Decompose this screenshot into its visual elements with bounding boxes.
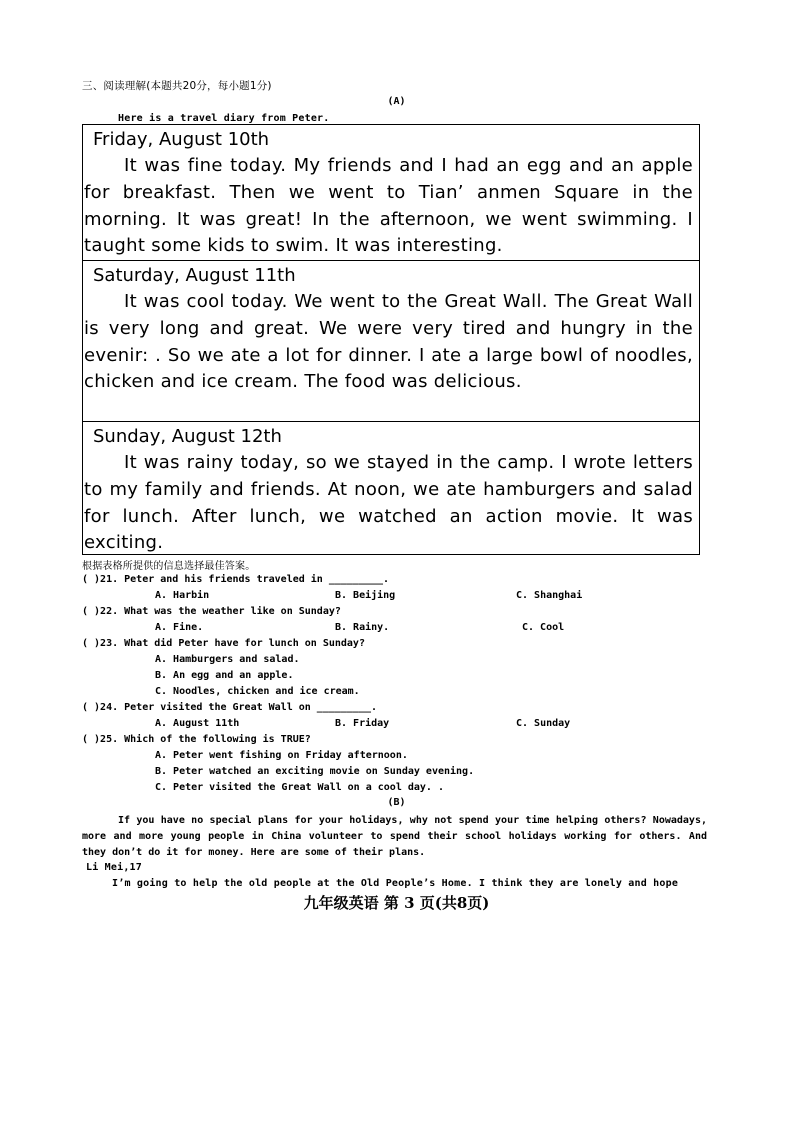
passage-b-label: (B) <box>387 797 406 808</box>
question-22: ( )22. What was the weather like on Sunday? <box>82 606 341 617</box>
diary-table <box>82 124 700 555</box>
question-23: ( )23. What did Peter have for lunch on Sunday? <box>82 638 365 649</box>
question-24: ( )24. Peter visited the Great Wall on _________. <box>82 702 378 713</box>
option-22a: A. Fine. <box>155 622 204 633</box>
option-23a: A. Hamburgers and salad. <box>155 654 300 665</box>
diary-date: Saturday, August 11th <box>93 265 296 286</box>
diary-text: It was rainy today, so we stayed in the camp. I wrote letters to my family and friends. At noon, we ate hamburgers and salad for lunch. After lunch, we watched an action movie. It was exciting. <box>84 452 693 554</box>
diary-date: Friday, August 10th <box>93 129 270 150</box>
option-22c: C. Cool <box>522 622 565 633</box>
option-22b: B. Rainy. <box>335 622 390 633</box>
person-statement: I’m going to help the old people at the Old People’s Home. I think they are lonely and hope <box>112 878 679 889</box>
diary-entry-sunday <box>83 422 699 554</box>
passage-b-paragraph: If you have no special plans for your holidays, why not spend your time helping others? Nowadays, more and more young people in China volunteer to spend their school holidays working for others. And they don’t do it for money. Here are some of their plans. <box>82 815 707 858</box>
instruction: 根据表格所提供的信息选择最佳答案。 <box>82 561 256 572</box>
question-21: ( )21. Peter and his friends traveled in _________. <box>82 574 390 585</box>
option-21c: C. Shanghai <box>516 590 583 601</box>
option-23b: B. An egg and an apple. <box>155 670 294 681</box>
option-24a: A. August 11th <box>155 718 240 729</box>
option-23c: C. Noodles, chicken and ice cream. <box>155 686 360 697</box>
page-footer: 九年级英语 第 3 页(共8页) <box>303 894 490 912</box>
diary-intro: Here is a travel diary from Peter. <box>118 113 330 124</box>
diary-text: It was cool today. We went to the Great Wall. The Great Wall is very long and great. We were very tired and hungry in the evenir: . So we ate a lot for dinner. I ate a large bowl of noodles, chicken and ice cream. The food was delicious. <box>84 291 693 393</box>
option-24c: C. Sunday <box>516 718 571 729</box>
diary-date: Sunday, August 12th <box>93 426 282 447</box>
diary-entry-saturday <box>83 261 699 422</box>
diary-text: It was fine today. My friends and I had an egg and an apple for breakfast. Then we went to Tian’ anmen Square in the morning. It was great! In the afternoon, we went swimming. I taught some kids to swim. It was interesting. <box>84 155 693 257</box>
section-heading: 三、阅读理解(本题共20分，每小题1分) <box>82 80 272 92</box>
option-21b: B. Beijing <box>335 590 396 601</box>
question-25: ( )25. Which of the following is TRUE? <box>82 734 311 745</box>
person-name: Li Mei,17 <box>86 862 142 873</box>
passage-a-label: (A) <box>387 96 406 107</box>
option-25b: B. Peter watched an exciting movie on Sunday evening. <box>155 766 475 777</box>
option-21a: A. Harbin <box>155 590 210 601</box>
option-25a: A. Peter went fishing on Friday afternoon. <box>155 750 408 761</box>
diary-entry-friday <box>83 125 699 261</box>
option-24b: B. Friday <box>335 718 390 729</box>
option-25c: C. Peter visited the Great Wall on a cool day. . <box>155 782 444 793</box>
